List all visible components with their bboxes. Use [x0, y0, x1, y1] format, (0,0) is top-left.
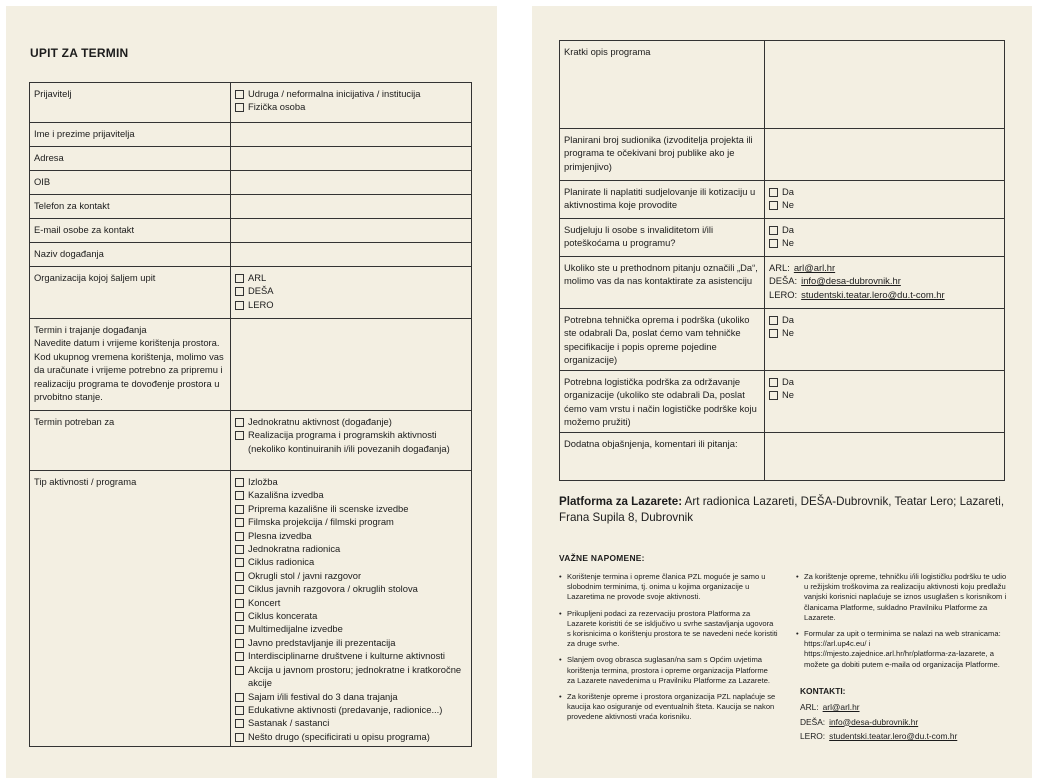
checkbox-icon[interactable] [235, 719, 244, 728]
checkbox-icon[interactable] [235, 505, 244, 514]
option-label: Interdisciplinarne društvene i kulturne aktivnosti [248, 650, 445, 662]
question-label: Telefon za kontakt [34, 200, 110, 211]
checkbox-icon[interactable] [235, 274, 244, 283]
option-label: Javno predstavljanje ili prezentacija [248, 636, 396, 648]
answer-cell [765, 257, 1005, 309]
option-label: Jednokratna radionica [248, 543, 341, 555]
answer-cell[interactable] [231, 195, 472, 219]
checkbox-icon[interactable] [235, 706, 244, 715]
checkbox-option[interactable] [235, 100, 467, 113]
form-row [30, 219, 472, 243]
contact-row [800, 700, 957, 715]
answer-cell [231, 267, 472, 319]
checkbox-option[interactable] [235, 488, 467, 501]
form-row [30, 267, 472, 319]
question-cell [30, 147, 231, 171]
checkbox-option[interactable] [235, 649, 467, 662]
checkbox-icon[interactable] [235, 572, 244, 581]
question-label: Ukoliko ste u prethodnom pitanju označili „Da“, molimo vas da nas kontaktirate za asistenciju [564, 262, 758, 287]
option-label: Udruga / neformalna inicijativa / institucija [248, 88, 421, 99]
checkbox-option[interactable] [235, 622, 467, 635]
checkbox-icon[interactable] [235, 612, 244, 621]
form-row [30, 171, 472, 195]
answer-cell [765, 219, 1005, 257]
question-cell [560, 309, 765, 371]
option-label: Izložba [248, 476, 278, 487]
form-row [560, 129, 1005, 181]
checkbox-option[interactable] [235, 582, 467, 595]
form-row [30, 411, 472, 471]
answer-cell[interactable] [231, 147, 472, 171]
checkbox-option[interactable] [235, 703, 467, 716]
note-item: • Korištenje termina i opreme članica PZL moguće je samo u slobodnim terminima, tj. onima u kojima organizacije u Lazaretima ne provode svoje aktivnosti. [559, 572, 778, 603]
contacts-title: KONTAKTI: [800, 686, 846, 696]
form-page-right [532, 6, 1032, 778]
question-cell [560, 219, 765, 257]
option-label: Da [782, 376, 794, 387]
answer-cell[interactable] [231, 319, 472, 411]
checkbox-option[interactable] [769, 375, 1000, 388]
checkbox-option[interactable] [235, 428, 467, 455]
contact-name: DEŠA: [800, 716, 826, 727]
contact-email-link[interactable]: info@desa-dubrovnik.hr [801, 275, 901, 287]
option-label: Ne [782, 327, 794, 339]
option-label: Ciklus koncerata [248, 610, 318, 622]
question-label: E-mail osobe za kontakt [34, 224, 135, 235]
checkbox-option[interactable] [235, 636, 467, 649]
answer-cell[interactable] [765, 129, 1005, 181]
answer-cell [765, 309, 1005, 371]
checkbox-icon[interactable] [235, 301, 244, 310]
checkbox-icon[interactable] [769, 239, 778, 248]
question-cell [30, 411, 231, 471]
checkbox-icon[interactable] [235, 639, 244, 648]
option-label: Jednokratnu aktivnost (događanje) [248, 416, 392, 427]
contact-line [769, 288, 1000, 301]
option-label: Realizacija programa i programskih aktivnosti (nekoliko kontinuiranih i/ili povezanih događanja) [248, 429, 450, 454]
checkbox-option[interactable] [235, 298, 467, 311]
question-detail: Navedite datum i vrijeme korištenja prostora. Kod ukupnog vremena korištenja, molimo vas da uračunate i vrijeme potrebno za pripremu i realizaciju programa te dovođenje prostora u prvobitno stanje. [34, 337, 224, 403]
option-label: Fizička osoba [248, 101, 306, 113]
checkbox-icon[interactable] [235, 585, 244, 594]
option-label: DEŠA [248, 285, 274, 297]
option-label: Nešto drugo (specificirati u opisu programa) [248, 730, 430, 742]
checkbox-option[interactable] [769, 223, 1000, 236]
checkbox-icon[interactable] [235, 418, 244, 427]
question-label: Prijavitelj [34, 88, 72, 99]
option-label: LERO [248, 298, 274, 310]
checkbox-icon[interactable] [235, 431, 244, 440]
option-list [769, 223, 1000, 250]
question-label: Termin i trajanje događanja [34, 324, 147, 335]
option-label: Ne [782, 199, 794, 211]
checkbox-icon[interactable] [235, 652, 244, 661]
checkbox-icon[interactable] [769, 201, 778, 210]
checkbox-option[interactable] [769, 388, 1000, 401]
checkbox-option[interactable] [235, 284, 467, 297]
answer-cell [231, 83, 472, 123]
option-list [235, 475, 467, 743]
option-label: Ciklus javnih razgovora / okruglih stolova [248, 583, 418, 595]
checkbox-option[interactable] [769, 236, 1000, 249]
option-label: Koncert [248, 596, 281, 608]
option-label: Kazališna izvedba [248, 489, 324, 501]
checkbox-icon[interactable] [769, 188, 778, 197]
checkbox-icon[interactable] [235, 599, 244, 608]
question-cell [30, 471, 231, 747]
question-cell [30, 219, 231, 243]
note-item: • Prikupljeni podaci za rezervaciju prostora Platforma za Lazarete koristiti će se isključivo u svrhe sastavljanja ugovora s korisnicima o korištenju prostora te se navedeni neće koristiti za druge svrhe. [559, 609, 778, 650]
question-cell [560, 181, 765, 219]
checkbox-option[interactable] [235, 415, 467, 428]
contact-line [769, 261, 1000, 274]
form-row [30, 195, 472, 219]
question-cell [30, 171, 231, 195]
checkbox-icon[interactable] [235, 545, 244, 554]
checkbox-option[interactable] [235, 730, 467, 743]
question-cell [30, 267, 231, 319]
option-list [235, 87, 467, 114]
question-label: Planirate li naplatiti sudjelovanje ili kotizaciju u aktivnostima koje provodite [564, 186, 756, 211]
notes-list-right [796, 572, 1008, 676]
question-cell [30, 123, 231, 147]
notes-list-left [559, 572, 778, 729]
option-label: Ne [782, 237, 794, 249]
contact-email-link[interactable]: info@desa-dubrovnik.hr [829, 716, 919, 727]
question-cell [30, 195, 231, 219]
answer-cell [231, 411, 472, 471]
form-row [30, 471, 472, 747]
form-row [560, 219, 1005, 257]
checkbox-icon[interactable] [235, 558, 244, 567]
question-cell [560, 433, 765, 481]
form-row [560, 309, 1005, 371]
checkbox-icon[interactable] [235, 532, 244, 541]
form-row [560, 181, 1005, 219]
checkbox-option[interactable] [235, 87, 467, 100]
checkbox-option[interactable] [235, 569, 467, 582]
checkbox-option[interactable] [235, 690, 467, 703]
question-cell [30, 83, 231, 123]
question-cell [560, 371, 765, 433]
checkbox-icon[interactable] [235, 478, 244, 487]
question-label: Kratki opis programa [564, 46, 651, 57]
checkbox-icon[interactable] [235, 287, 244, 296]
form-row [560, 371, 1005, 433]
platform-info [559, 494, 1005, 526]
checkbox-icon[interactable] [235, 666, 244, 675]
page-title: UPIT ZA TERMIN [30, 46, 129, 60]
checkbox-icon[interactable] [235, 518, 244, 527]
question-label: Sudjeluju li osobe s invaliditetom i/ili poteškoćama u programu? [564, 224, 714, 249]
question-cell [560, 129, 765, 181]
question-label: Potrebna tehnička oprema i podrška (ukoliko ste odabrali Da, poslat ćemo vam tehničke specifikacije i popis opreme pojedine organizacije) [564, 314, 750, 366]
checkbox-icon[interactable] [769, 329, 778, 338]
contacts-list [800, 700, 957, 744]
checkbox-icon[interactable] [769, 226, 778, 235]
question-label: Adresa [34, 152, 64, 163]
checkbox-option[interactable] [235, 716, 467, 729]
checkbox-icon[interactable] [235, 491, 244, 500]
checkbox-option[interactable] [235, 515, 467, 528]
question-label: Planirani broj sudionika (izvoditelja projekta ili programa te očekivani broj publike ako je primjenjivo) [564, 134, 753, 172]
notes-title: VAŽNE NAPOMENE: [559, 553, 645, 563]
question-label: Potrebna logistička podrška za održavanje organizacije (ukoliko ste odabrali Da, poslat ćemo vam vrstu i način logističke podrške koju možemo pružiti) [564, 376, 757, 428]
option-list [769, 313, 1000, 340]
contact-email-link[interactable]: studentski.teatar.lero@du.t-com.hr [801, 288, 945, 300]
checkbox-icon[interactable] [235, 693, 244, 702]
checkbox-option[interactable] [235, 502, 467, 515]
option-label: Filmska projekcija / filmski program [248, 516, 394, 528]
contact-name: ARL: [769, 262, 790, 273]
option-label: Ciklus radionica [248, 556, 315, 568]
checkbox-option[interactable] [769, 198, 1000, 211]
checkbox-option[interactable] [235, 529, 467, 542]
note-item: • Formular za upit o terminima se nalazi na web stranicama: https://arl.up4c.eu/ i https://mjesto.zajednice.arl.hr/hr/platforma-za-lazarete, a možete ga dobiti putem e-maila od organizacija Platforme. [796, 629, 1008, 670]
checkbox-icon[interactable] [235, 625, 244, 634]
answer-cell[interactable] [231, 243, 472, 267]
checkbox-option[interactable] [235, 596, 467, 609]
form-row [30, 147, 472, 171]
request-form-table [29, 82, 472, 747]
option-label: Edukativne aktivnosti (predavanje, radionice...) [248, 703, 443, 715]
contact-line [769, 274, 1000, 287]
question-cell [560, 41, 765, 129]
contact-name: LERO: [769, 288, 798, 300]
option-label: Priprema kazališne ili scenske izvedbe [248, 502, 409, 514]
checkbox-option[interactable] [769, 326, 1000, 339]
option-label: Ne [782, 389, 794, 401]
answer-cell [765, 371, 1005, 433]
checkbox-icon[interactable] [769, 378, 778, 387]
form-row [560, 433, 1005, 481]
checkbox-option[interactable] [769, 185, 1000, 198]
contact-name: ARL: [800, 702, 819, 712]
checkbox-option[interactable] [235, 609, 467, 622]
question-label: Organizacija kojoj šaljem upit [34, 272, 156, 283]
question-label: Dodatna objašnjenja, komentari ili pitanja: [564, 438, 738, 449]
contact-name: LERO: [800, 731, 826, 741]
checkbox-icon[interactable] [235, 90, 244, 99]
checkbox-option[interactable] [235, 663, 467, 690]
checkbox-option[interactable] [769, 313, 1000, 326]
answer-cell[interactable] [765, 41, 1005, 129]
contact-name: DEŠA: [769, 275, 798, 287]
question-label: Ime i prezime prijavitelja [34, 128, 135, 139]
option-label: Multimedijalne izvedbe [248, 623, 343, 635]
question-label: Termin potreban za [34, 416, 115, 427]
note-item: • Za korištenje opreme i prostora organizacija PZL naplaćuje se kaucija kao osiguranje od eventualnih šteta. Kaucija se nakon provedene aktivnosti vraća korisniku. [559, 692, 778, 723]
program-form-table [559, 40, 1005, 481]
note-item: • Za korištenje opreme, tehničku i/ili logističku podršku te udio u režijskim troškovima za realizaciju aktivnosti koju predlažu vanjski korisnici naplaćuje se iznos usuglašen s korisnikom i članicama Platforme, sukladno Pravilniku Platforme za Lazarete. [796, 572, 1008, 623]
form-row [560, 41, 1005, 129]
answer-cell[interactable] [231, 219, 472, 243]
option-label: Okrugli stol / javni razgovor [248, 569, 362, 581]
question-label: OIB [34, 176, 51, 187]
checkbox-option[interactable] [235, 475, 467, 488]
option-list [235, 415, 467, 455]
option-label: Plesna izvedba [248, 529, 312, 541]
option-list [769, 185, 1000, 212]
contact-email-link[interactable]: arl@arl.hr [793, 262, 836, 273]
option-list [235, 271, 467, 311]
answer-cell[interactable] [765, 433, 1005, 481]
platform-name: Platforma za Lazarete: [559, 495, 683, 508]
contact-email-link[interactable]: arl@arl.hr [822, 702, 860, 712]
option-label: Da [782, 186, 794, 197]
question-label: Naziv događanja [34, 248, 104, 259]
form-row [30, 123, 472, 147]
question-cell [30, 319, 231, 411]
answer-cell [231, 471, 472, 747]
option-label: Da [782, 314, 794, 325]
option-label: Da [782, 224, 794, 235]
checkbox-option[interactable] [235, 555, 467, 568]
option-label: ARL [248, 272, 267, 283]
option-label: Akcija u javnom prostoru; jednokratne i kratkoročne akcije [248, 663, 462, 689]
contact-row [800, 715, 957, 730]
answer-cell[interactable] [231, 171, 472, 195]
answer-cell [765, 181, 1005, 219]
question-cell [560, 257, 765, 309]
checkbox-icon[interactable] [235, 103, 244, 112]
form-row [560, 257, 1005, 309]
form-page-left [6, 6, 497, 778]
note-item: • Slanjem ovog obrasca suglasan/na sam s Općim uvjetima korištenja termina, prostora i opreme organizacija Platforme za Lazarete navedenima u Pravilniku Platforme za Lazarete. [559, 655, 778, 686]
question-cell [30, 243, 231, 267]
form-row [30, 319, 472, 411]
checkbox-icon[interactable] [769, 316, 778, 325]
option-label: Sastanak / sastanci [248, 717, 330, 729]
checkbox-icon[interactable] [769, 391, 778, 400]
question-label: Tip aktivnosti / programa [34, 476, 137, 487]
platform-members: Art radionica Lazareti, DEŠA-Dubrovnik, Teatar Lero; Lazareti, Frana Supila 8, Dubrovnik [559, 495, 1005, 524]
checkbox-option[interactable] [235, 271, 467, 284]
checkbox-option[interactable] [235, 542, 467, 555]
contact-email-link[interactable]: studentski.teatar.lero@du.t-com.hr [829, 731, 958, 741]
option-label: Sajam i/ili festival do 3 dana trajanja [248, 690, 398, 702]
option-list [769, 375, 1000, 402]
checkbox-icon[interactable] [235, 733, 244, 742]
answer-cell[interactable] [231, 123, 472, 147]
form-row [30, 243, 472, 267]
form-row [30, 83, 472, 123]
contact-row [800, 729, 957, 744]
